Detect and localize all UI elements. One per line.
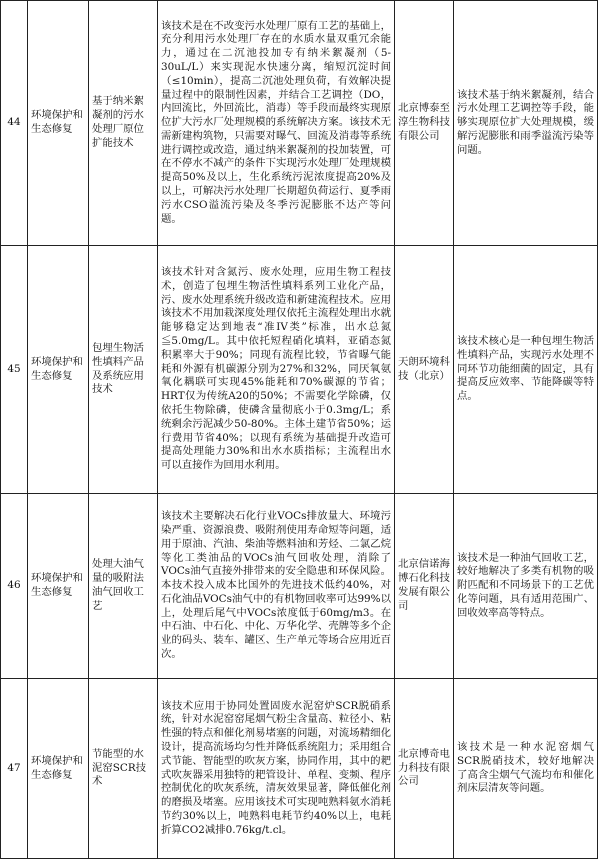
table-row [1, 1, 598, 246]
organization: 北京信诺海博石化科技发展有限公司 [395, 494, 454, 679]
tech-description: 该技术针对含氮污、废水处理，应用生物工程技术，创造了包埋生物活性填料系列工业化产品，污、废水处理系统升级改造和新建流程技术。应用该技术不用加栽深度处理仅依托主流程处理出水就能够稳定达到地表“准IV类”标准，出水总氮≦5.0mg/L。其中依托短程硝化填料，亚硝态氮积累率大于90%；同现有流程比较，节省曝气能耗和外源有机碳源分别为27%和32%，同厌氧氨氧化耦联可实现45%能耗和70%碳源的节省；HRT仅为传统A20的50%；不需要化学除磷，仅依托生物除磷，使磷含量彻底小于0.3mg/L；系统剩余污泥减少50-80%。主体土建节省50%；运行费用节省40%；以现有系统为基础提升改造可提高处理能力30%和出水水质指标；主流程出水可以直接作为回用水利用。 [158, 246, 395, 494]
row-number: 47 [1, 679, 28, 859]
tech-name: 基于纳米絮凝剂的污水处理厂原位扩能技术 [89, 1, 158, 246]
organization: 北京博泰至淳生物科技有限公司 [395, 1, 454, 246]
tech-summary: 该技术是一种水泥窑烟气SCR脱硝技术，较好地解决了高含尘烟气气流均布和催化剂床层清灰等问题。 [454, 679, 598, 859]
tech-summary: 该技术是一种油气回收工艺，较好地解决了多类有机物的吸附匹配和不同场景下的工艺优化等问题，具有适用范围广、回收效率高等特点。 [454, 494, 598, 679]
table-row [1, 246, 598, 494]
row-number: 46 [1, 494, 28, 679]
row-number: 44 [1, 1, 28, 246]
tech-name: 节能型的水泥窑SCR技术 [89, 679, 158, 859]
tech-field: 环境保护和生态修复 [28, 1, 89, 246]
tech-field: 环境保护和生态修复 [28, 494, 89, 679]
tech-field: 环境保护和生态修复 [28, 679, 89, 859]
organization: 天朗环境科技（北京） [395, 246, 454, 494]
tech-name: 处理大油气量的吸附法油气回收工艺 [89, 494, 158, 679]
tech-description: 该技术应用于协同处置固废水泥窑炉SCR脱硝系统，针对水泥窑窑尾烟气粉尘含量高、粒径小、粘性强的特点和催化剂易堵塞的问题，对流场精细化设计，提高流场均匀性并降低系统阻力；采用组合式节能、智能型的吹灰方案，协同作用，其中的耙式吹灰器采用独特的耙管设计、单程、变频、程序控制优化的吹灰系统，清灰效果显著，降低催化剂的磨损及堵塞。应用该技术可实现吨熟料氨水消耗节约30%以上，吨熟料电耗节约40%以上，电耗折算CO2减排0.76kg/t.cl。 [158, 679, 395, 859]
organization: 北京博奇电力科技有限公司 [395, 679, 454, 859]
tech-name: 包埋生物活性填料产品及系统应用技术 [89, 246, 158, 494]
row-number: 45 [1, 246, 28, 494]
tech-summary: 该技术核心是一种包埋生物活性填料产品，实现污水处理不同环节功能细菌的固定，具有提高反应效率、节能降碳等特点。 [454, 246, 598, 494]
tech-description: 该技术是在不改变污水处理厂原有工艺的基础上，充分利用污水处理厂存在的水质水量双重冗余能力，通过在二沉池投加专有纳米絮凝剂（5-30uL/L）来实现泥水快速分离，缩短沉淀时间（≤10min），提高二沉池处理负荷，有效解决提量过程中的限制性因素，并结合工艺调控（DO，内回流比，外回流比，消毒）等手段而最终实现原位扩大污水厂处理规模的系统解决方案。该技术无需新建构筑物，只需要对曝气、回流及消毒等系统进行调控或改造，通过纳米絮凝剂的投加装置，可在不停水不减产的条件下实现污水处理厂处理规模提高50%及以上，生化系统污泥浓度提高20%及以上，可解决污水处理厂长期超负荷运行、夏季雨污水CSO溢流污染及冬季污泥膨胀不达产等问题。 [158, 1, 395, 246]
tech-summary: 该技术基于纳米絮凝剂，结合污水处理工艺调控等手段，能够实现原位扩大处理规模，缓解污泥膨胀和雨季溢流污染等问题。 [454, 1, 598, 246]
tech-description: 该技术主要解决石化行业VOCs排放量大、环境污染严重、资源浪费、吸附剂使用寿命短等问题，适用于原油、汽油、柴油等燃料油和芳烃、二氯乙烷等化工类油品的VOCs油气回收处理，消除了VOCs油气直接外排带来的安全隐患和环保风险。本技术投入成本比国外的先进技术低约40%，对石化油品VOCs油气中的有机物回收率可达99%以上，处理后尾气中VOCs浓度低于60mg/m3。在中石油、中石化、中化、万华化学、壳牌等多个企业的码头、装车、罐区、生产单元等场合应用近百次。 [158, 494, 395, 679]
table-row [1, 494, 598, 679]
tech-field: 环境保护和生态修复 [28, 246, 89, 494]
table-row [1, 679, 598, 859]
